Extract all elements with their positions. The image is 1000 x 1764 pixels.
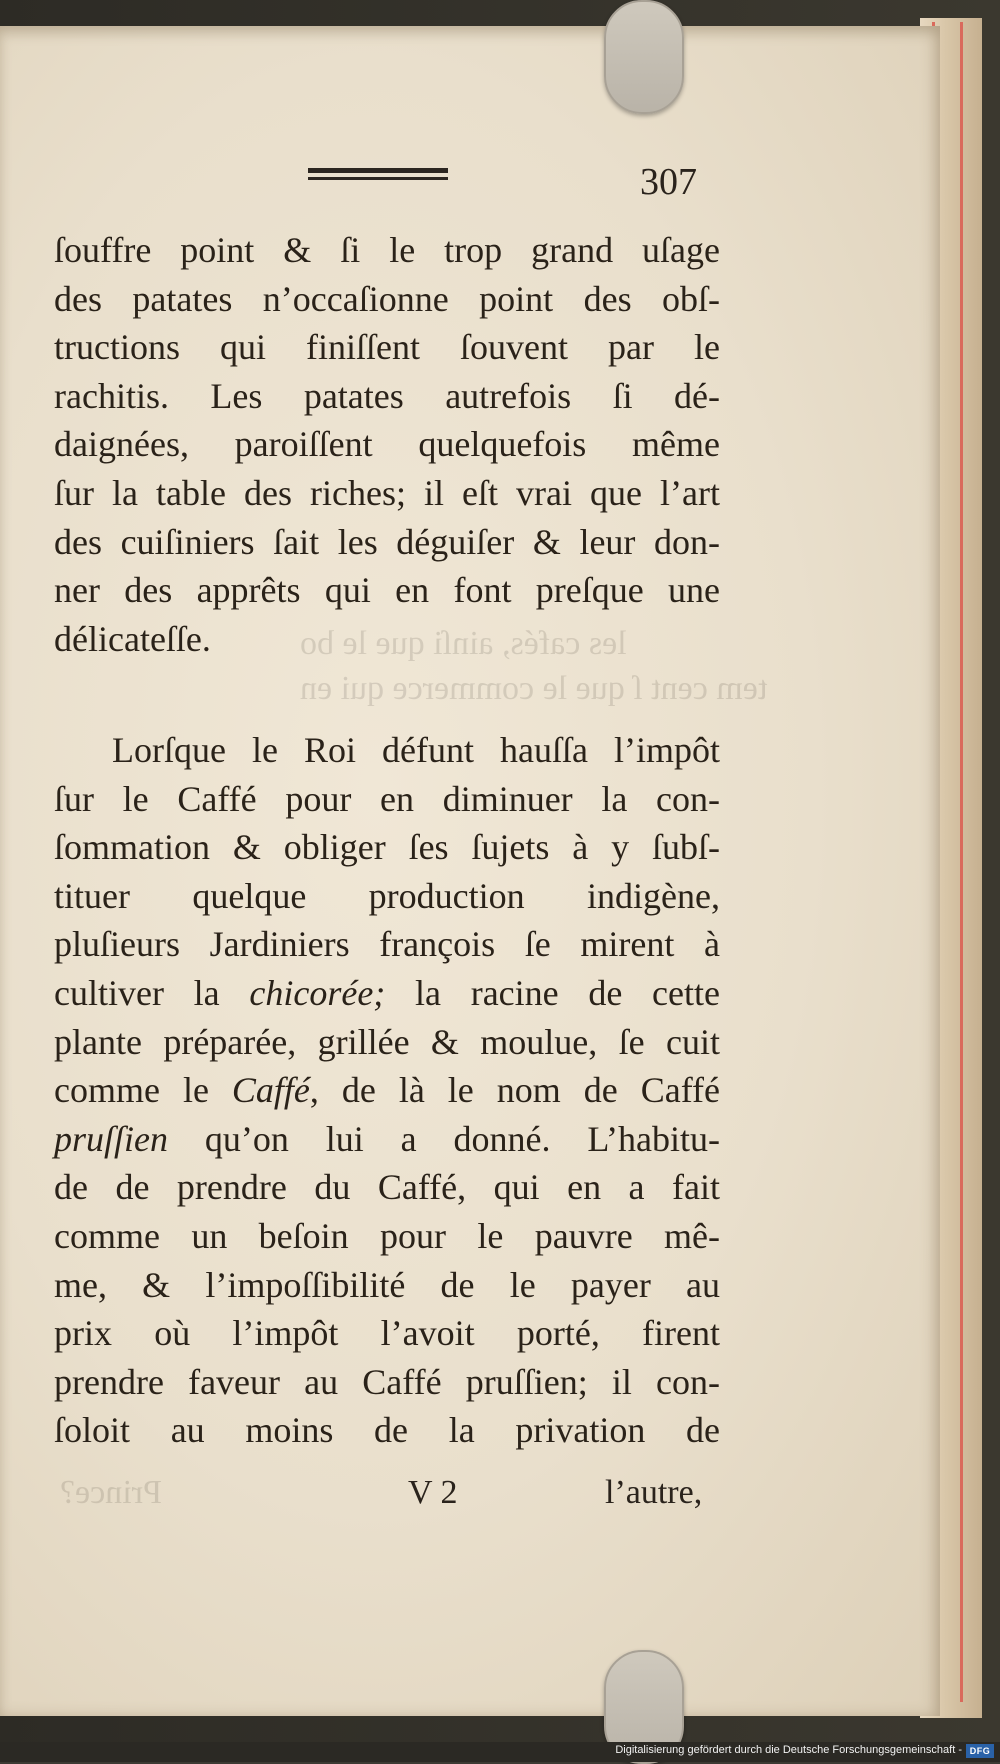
paragraph-2 bbox=[54, 726, 720, 1455]
text-line: ſoloit au moins de la privation de bbox=[54, 1410, 720, 1451]
text-line: de de prendre du Caffé, qui en a fait bbox=[54, 1167, 720, 1208]
bleed-through-text: les cafés, ainſi que le bo bbox=[300, 625, 627, 662]
text-line: plante préparée, grillée & moulue, ſe cuit bbox=[54, 1021, 720, 1062]
text-line: prendre faveur au Caffé pruſſien; il con- bbox=[54, 1361, 720, 1402]
text-line: me, & l’impoſſibilité de le payer au bbox=[54, 1264, 720, 1305]
header-ornament-rule bbox=[308, 168, 448, 180]
italic-term: Caffé bbox=[231, 1070, 310, 1111]
text-line: prix où l’impôt l’avoit porté, firent bbox=[54, 1313, 720, 1354]
bleed-through-text: Prince? bbox=[60, 1474, 162, 1511]
italic-term: pruſſien bbox=[54, 1118, 168, 1159]
text-line: comme le Caffé, de là le nom de Caffé bbox=[54, 1070, 720, 1111]
text-line: délicateſſe. bbox=[54, 618, 211, 659]
text-line: tructions qui finiſſent ſouvent par le bbox=[54, 327, 720, 368]
paragraph-1 bbox=[54, 226, 720, 663]
text-line: cultiver la chicorée; la racine de cette bbox=[54, 972, 720, 1013]
text-line: pluſieurs Jardiniers françois ſe mirent à bbox=[54, 924, 720, 965]
dfg-logo: DFG bbox=[966, 1744, 994, 1758]
scanner-clip-top bbox=[604, 0, 684, 114]
text-line: des cuiſiniers ſait les déguiſer & leur don- bbox=[54, 521, 720, 562]
bleed-through-text: tem cent ſ que le commerce qui en bbox=[300, 670, 768, 707]
text-line: ſur le Caffé pour en diminuer la con- bbox=[54, 778, 720, 819]
text-line: daignées, paroiſſent quelquefois même bbox=[54, 424, 720, 465]
text-line: ſommation & obliger ſes ſujets à y ſubſ- bbox=[54, 827, 720, 868]
page-number: 307 bbox=[640, 161, 697, 203]
text-line: ſur la table des riches; il eſt vrai que l’art bbox=[54, 472, 720, 513]
catchword: l’autre, bbox=[605, 1474, 703, 1511]
text-line: comme un beſoin pour le pauvre mê- bbox=[54, 1215, 720, 1256]
text-line: Lorſque le Roi défunt hauſſa l’impôt bbox=[112, 730, 720, 770]
signature-mark: V 2 bbox=[408, 1474, 458, 1511]
text-line: ner des apprêts qui en font preſque une bbox=[54, 570, 720, 611]
red-edge-line bbox=[960, 22, 963, 1702]
text-line: des patates n’occaſionne point des obſ- bbox=[54, 278, 720, 319]
digitization-credit: Digitalisierung gefördert durch die Deutsche Forschungsgemeinschaft - bbox=[615, 1744, 962, 1756]
text-line: pruſſien qu’on lui a donné. L’habitu- bbox=[54, 1118, 720, 1159]
text-line: tituer quelque production indigène, bbox=[54, 875, 720, 916]
text-line: ſouffre point & ſi le trop grand uſage bbox=[54, 230, 720, 270]
text-line: rachitis. Les patates autrefois ſi dé- bbox=[54, 375, 720, 416]
italic-term: chicorée; bbox=[249, 972, 386, 1013]
